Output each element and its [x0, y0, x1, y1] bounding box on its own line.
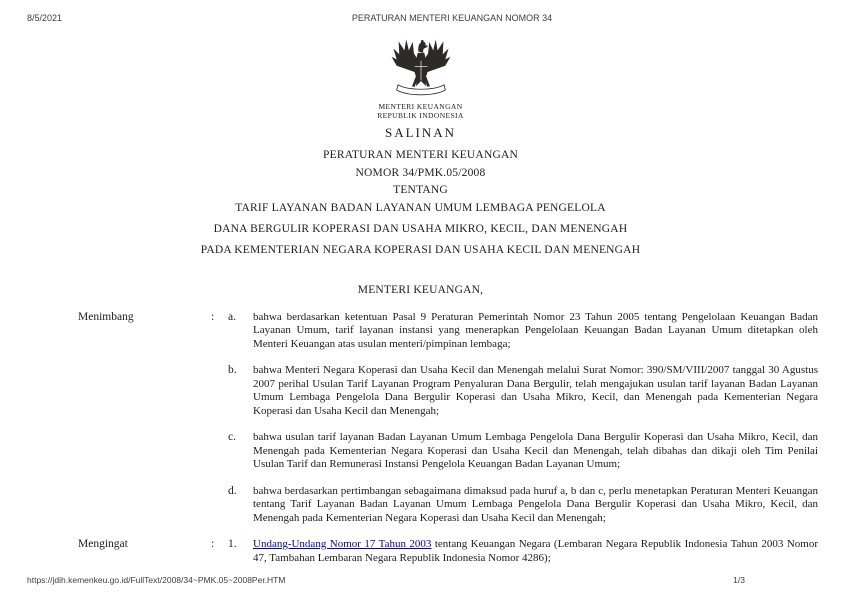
opening-line: MENTERI KEUANGAN, [357, 283, 484, 296]
menimbang-item-d [78, 485, 818, 526]
title-block [0, 149, 841, 256]
garuda-pancasila-emblem-icon [389, 33, 453, 101]
clause-text-c: bahwa usulan tarif layanan Badan Layanan Umum Lembaga Pengelola Dana Bergulir Koperasi dan Usaha Mikro, Kecil, dan Menengah pada Kementerian Negara Koperasi dan Usaha Kecil dan Menengah, telah dibahas dan dikaji oleh Tim Penilai Usulan Tarif dan Remunerasi Instansi Pengelola Keuangan Badan Layanan Umum; [253, 431, 818, 470]
title-line-3: TENTANG [393, 184, 448, 196]
print-header-title: PERATURAN MENTERI KEUANGAN NOMOR 34 [351, 13, 553, 23]
menimbang-item-b [78, 364, 818, 418]
clause-text-1-after-link: tentang Keuangan Negara (Lembaran Negara Republik Indonesia Tahun 2003 Nomor 47, Tambahan Lembaran Negara Republik Indonesia Nomor 4286); [253, 538, 818, 564]
clause-text-b: bahwa Menteri Negara Koperasi dan Usaha Kecil dan Menengah melalui Surat Nomor: 390/SM/VIII/2007 tanggal 30 Agustus 2007 perihal Usulan Tarif Layanan Program Penyaluran Dana Bergulir, telah mengajukan usulan tarif layanan Badan Layanan Umum Lembaga Pengelola Dana Bergulir Koperasi dan Usaha Mikro, Kecil, dan Menengah pada Kementerian Negara Koperasi dan Usaha Kecil dan Menengah; [253, 364, 818, 417]
title-line-1: PERATURAN MENTERI KEUANGAN [323, 149, 518, 161]
mengingat-label: Mengingat [78, 538, 128, 550]
menimbang-colon: : [211, 310, 215, 323]
title-line-6: PADA KEMENTERIAN NEGARA KOPERASI DAN USAHA KECIL DAN MENENGAH [200, 243, 641, 256]
emblem-caption-line1: MENTERI KEUANGAN [378, 102, 463, 111]
menimbang-label: Menimbang [78, 310, 134, 323]
clause-marker-c: c. [228, 431, 236, 443]
title-line-2: NOMOR 34/PMK.05/2008 [355, 166, 486, 179]
print-footer-page-indicator: 1/3 [733, 575, 745, 585]
clause-text-d: bahwa berdasarkan pertimbangan sebagaimana dimaksud pada huruf a, b dan c, perlu menetapkan Peraturan Menteri Keuangan tentang Tarif Layanan Badan Layanan Umum Lembaga Pengelola Dana Bergulir Koperasi dan Usaha Mikro, Kecil, dan Menengah pada Kementerian Negara Koperasi dan Usaha Kecil dan Menengah; [253, 484, 818, 524]
title-line-5: DANA BERGULIR KOPERASI DAN USAHA MIKRO, KECIL, DAN MENENGAH [213, 222, 628, 235]
uu-17-2003-link[interactable]: Undang-Undang Nomor 17 Tahun 2003 [253, 538, 432, 550]
mengingat-colon: : [211, 538, 215, 550]
salinan-stamp: SALINAN [384, 125, 457, 140]
menimbang-item-a [78, 311, 818, 352]
clause-marker-b: b. [228, 364, 237, 376]
emblem-caption-line2: REPUBLIK INDONESIA [377, 110, 464, 120]
emblem-caption [0, 103, 841, 120]
clause-marker-1: 1. [228, 538, 237, 550]
print-header-date: 8/5/2021 [27, 13, 63, 23]
clause-marker-a: a. [228, 310, 236, 323]
clause-marker-d: d. [228, 484, 237, 497]
clause-text-1 [253, 538, 818, 565]
document-content [0, 33, 841, 578]
print-footer-url: https://jdih.kemenkeu.go.id/FullText/2008/34~PMK.05~2008Per.HTM [27, 575, 286, 585]
clause-text-a: bahwa berdasarkan ketentuan Pasal 9 Peraturan Pemerintah Nomor 23 Tahun 2005 tentang Pengelolaan Keuangan Badan Layanan Umum, tarif layanan instansi yang menerapkan Pengelolaan Keuangan Badan Layanan Umum ditetapkan oleh Menteri Keuangan atas usulan menteri/pimpinan lembaga; [253, 310, 818, 350]
mengingat-item-1 [78, 538, 818, 565]
menimbang-item-c [78, 431, 818, 472]
title-line-4: TARIF LAYANAN BADAN LAYANAN UMUM LEMBAGA PENGELOLA [235, 201, 606, 214]
body-sections [0, 311, 841, 566]
